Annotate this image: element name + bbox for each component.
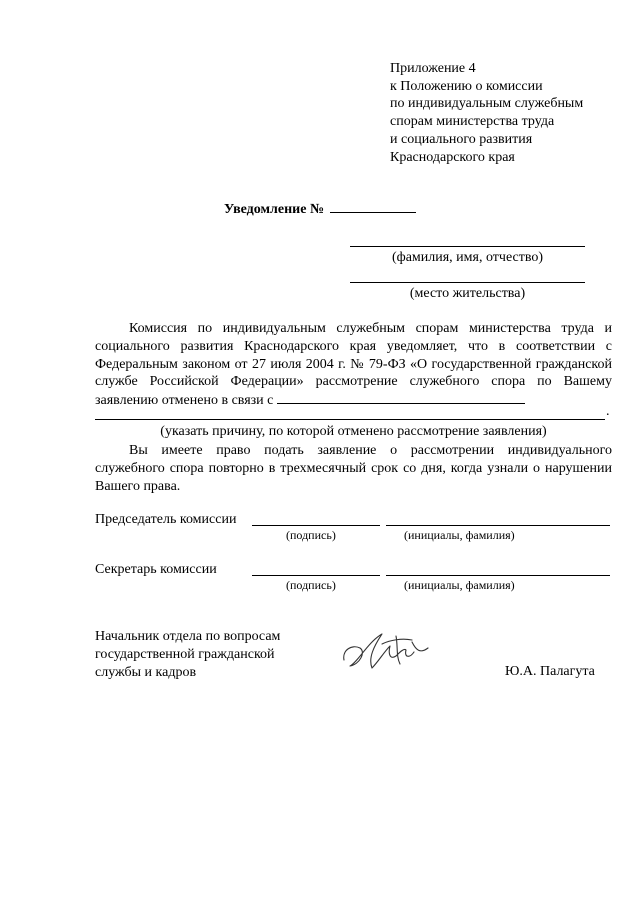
footer-position: [95, 628, 280, 682]
secretary-signature-line[interactable]: [252, 575, 380, 576]
reason-caption: (указать причину, по которой отменено рассмотрение заявления): [160, 424, 547, 439]
notice-number-blank[interactable]: [330, 200, 416, 213]
footer-position-line: службы и кадров: [95, 665, 197, 680]
recipient-name-caption: (фамилия, имя, отчество): [391, 250, 544, 265]
secretary-initials-caption: (инициалы, фамилия): [404, 578, 515, 592]
title-text: Уведомление №: [223, 202, 325, 217]
secretary-initials-line[interactable]: [386, 575, 610, 576]
chairman-signature-caption: (подпись): [286, 528, 336, 542]
appendix-line: к Положению о комиссии: [390, 78, 543, 94]
recipient-address-line[interactable]: [350, 282, 585, 283]
chairman-signature-line[interactable]: [252, 525, 380, 526]
reason-blank-inline[interactable]: [277, 391, 525, 404]
reason-blank-line[interactable]: [95, 419, 605, 420]
chairman-initials-line[interactable]: [386, 525, 610, 526]
appendix-line: и социального развития: [390, 131, 533, 147]
notice-paragraph-text: Комиссия по индивидуальным служебным спорам министерства труда и социального развития Краснодарского края уведомляет, что в соответствии с Федеральным законом от 27 июля 2004 г. № 79-ФЗ «О государственной гражданской службе Российской Федерации» рассмотрение служебного спора по Вашему заявлению отменено в связи с: [95, 321, 612, 409]
handwritten-signature: [338, 622, 430, 678]
period-mark: .: [606, 404, 610, 419]
appendix-line: Приложение 4: [390, 61, 476, 76]
secretary-signature-caption: (подпись): [286, 578, 336, 592]
chairman-label: Председатель комиссии: [95, 512, 237, 527]
rights-paragraph: [95, 442, 612, 495]
footer-name: Ю.А. Палагута: [505, 664, 595, 679]
notice-paragraph: [95, 320, 612, 410]
rights-paragraph-text: Вы имеете право подать заявление о рассмотрении индивидуального служебного спора повторно в трехмесячный срок со дня, когда узнали о нарушении Вашего права.: [95, 443, 612, 494]
appendix-header: [390, 60, 583, 166]
appendix-line: по индивидуальным служебным: [390, 96, 584, 112]
footer-position-line: Начальник отдела по вопросам: [95, 629, 281, 644]
appendix-line: Краснодарского края: [390, 149, 515, 165]
recipient-address-caption: (место жительства): [409, 286, 526, 301]
chairman-initials-caption: (инициалы, фамилия): [404, 528, 515, 542]
secretary-label: Секретарь комиссии: [95, 562, 217, 577]
appendix-line: спорам министерства труда: [390, 114, 555, 130]
document-title: [0, 200, 640, 218]
recipient-name-line[interactable]: [350, 246, 585, 247]
footer-position-line: государственной гражданской: [95, 647, 275, 662]
